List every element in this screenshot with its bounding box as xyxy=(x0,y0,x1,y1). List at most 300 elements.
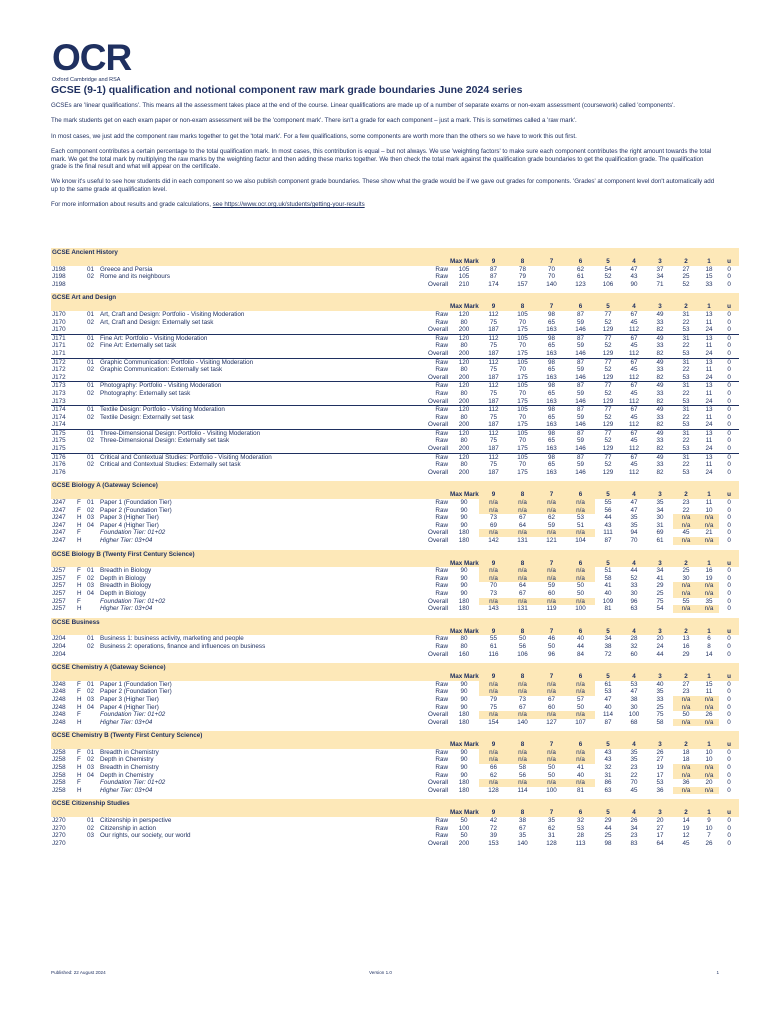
grade-boundary: 14 xyxy=(705,650,713,658)
max-mark: 90 xyxy=(460,574,468,582)
grade-boundary: 47 xyxy=(604,695,612,703)
component-title: Photography: Portfolio - Visiting Moderation xyxy=(99,382,399,390)
grade-boundary: 65 xyxy=(547,461,555,469)
grade-boundary: n/a xyxy=(699,537,719,545)
grade-boundary-tables xyxy=(51,248,732,852)
grade-boundary: n/a xyxy=(673,719,699,727)
grade-boundary: 17 xyxy=(656,832,664,840)
grade-boundary: 69 xyxy=(489,521,497,529)
table-header-row xyxy=(51,673,739,681)
grade-boundary: 163 xyxy=(546,373,557,381)
grade-boundary: 61 xyxy=(656,537,664,544)
grade-boundary: 82 xyxy=(656,421,664,429)
max-mark: 200 xyxy=(458,421,470,429)
grade-boundary: 44 xyxy=(630,567,638,575)
unit-code: J174 xyxy=(52,421,66,429)
grade-boundary: 0 xyxy=(727,756,731,764)
max-mark: 120 xyxy=(449,429,479,437)
grade-boundary: 31 xyxy=(673,453,699,461)
component-title: Greece and Persia xyxy=(100,265,153,273)
unit-code: J176 xyxy=(52,461,66,469)
column-header: 4 xyxy=(621,809,647,817)
mark-type: Raw xyxy=(435,688,448,696)
grade-boundary: 75 xyxy=(489,461,497,469)
grade-boundary: 34 xyxy=(656,273,664,281)
grade-boundary: 82 xyxy=(656,468,664,476)
grade-boundary: 42 xyxy=(489,817,497,825)
max-mark: 180 xyxy=(458,529,470,537)
grade-boundary: 40 xyxy=(604,589,612,597)
unit-code: J257 xyxy=(52,574,66,582)
max-mark: 90 xyxy=(460,756,468,764)
unit-code: J247 xyxy=(52,514,66,522)
column-header: Max Mark xyxy=(450,627,479,635)
column-header: 9 xyxy=(479,491,508,499)
component-title: Photography: Externally set task xyxy=(100,389,191,397)
grade-boundary: 114 xyxy=(517,786,528,794)
tier: F xyxy=(77,779,81,787)
grade-boundary: 23 xyxy=(630,764,638,772)
component-title: Breadth in Biology xyxy=(100,567,152,575)
component-title: Critical and Contextual Studies: Portfolio - Visiting Moderation xyxy=(99,453,399,461)
grade-boundary: 67 xyxy=(547,695,555,703)
column-header: 2 xyxy=(673,673,699,681)
grade-boundary: 11 xyxy=(705,688,713,696)
grade-boundary: 45 xyxy=(682,839,690,847)
mark-type: Raw xyxy=(435,366,448,374)
tier: F xyxy=(77,748,81,756)
grade-boundary: 45 xyxy=(630,389,638,397)
grade-boundary: 146 xyxy=(575,326,586,334)
grade-boundary: 0 xyxy=(719,358,739,366)
grade-boundary: n/a xyxy=(508,711,537,719)
grade-boundary: 59 xyxy=(576,366,584,374)
table-header-row xyxy=(51,628,739,636)
tier: H xyxy=(77,589,82,597)
tier xyxy=(76,469,86,477)
grade-boundary: 0 xyxy=(727,499,731,507)
tier: F xyxy=(77,499,81,507)
grade-boundary: 33 xyxy=(705,280,713,288)
component-title: Paper 3 (Higher Tier) xyxy=(100,514,159,522)
grade-boundary: 53 xyxy=(682,445,690,453)
column-header: u xyxy=(719,673,739,681)
unit-code: J198 xyxy=(52,265,66,273)
grade-boundary: n/a xyxy=(479,756,508,764)
grade-boundary: 31 xyxy=(604,771,612,779)
grade-boundary: 175 xyxy=(517,326,528,334)
component-number xyxy=(86,719,99,727)
grade-boundary: 10 xyxy=(705,748,713,756)
component-title: Paper 1 (Foundation Tier) xyxy=(100,499,172,507)
table-row xyxy=(51,537,739,545)
grade-boundary: 52 xyxy=(604,342,612,350)
grade-boundary: 20 xyxy=(705,779,713,787)
component-title xyxy=(99,840,399,848)
tier: H xyxy=(77,605,82,613)
tier: H xyxy=(77,786,82,794)
component-number: 02 xyxy=(87,688,95,696)
tier xyxy=(76,840,86,848)
grade-boundary: 0 xyxy=(727,280,731,288)
grade-boundary: 25 xyxy=(604,832,612,840)
max-mark: 180 xyxy=(458,779,470,787)
grade-boundary: 0 xyxy=(727,779,731,787)
grade-boundary: 0 xyxy=(727,310,731,318)
grade-boundary: 57 xyxy=(576,695,584,703)
tier: H xyxy=(77,764,82,772)
grade-boundary: 59 xyxy=(576,318,584,326)
grade-boundary: 38 xyxy=(604,642,612,650)
section-title: GCSE Chemistry B (Twenty First Century Science) xyxy=(51,731,739,741)
column-header: 7 xyxy=(537,628,566,636)
grade-boundary: 0 xyxy=(727,366,731,374)
grade-boundary: 129 xyxy=(602,397,614,405)
component-title: Art, Craft and Design: Externally set task xyxy=(100,318,214,326)
grade-boundary: 0 xyxy=(727,605,731,613)
grade-boundary: 32 xyxy=(604,764,612,772)
grade-boundary: 0 xyxy=(727,265,731,273)
grade-boundary: 0 xyxy=(727,642,731,650)
max-mark: 180 xyxy=(458,605,470,613)
intro-paragraph xyxy=(51,201,719,208)
grade-boundary: 25 xyxy=(656,703,664,711)
table-row xyxy=(51,772,739,780)
column-header: 6 xyxy=(566,628,595,636)
tier: F xyxy=(77,711,81,719)
table-row xyxy=(51,499,739,507)
grade-boundary: 106 xyxy=(602,280,614,288)
grade-boundary: 22 xyxy=(682,342,690,350)
grade-boundary: n/a xyxy=(508,688,537,696)
mark-type: Overall xyxy=(428,326,448,334)
tier: F xyxy=(77,567,81,575)
column-header: 5 xyxy=(595,809,621,817)
unit-code: J247 xyxy=(52,537,66,544)
column-header: 6 xyxy=(566,491,595,499)
column-header: u xyxy=(719,741,739,749)
grade-boundary: 112 xyxy=(479,358,508,366)
column-header: 1 xyxy=(699,303,719,311)
column-header: 8 xyxy=(508,560,537,568)
column-header: 1 xyxy=(699,491,719,499)
grade-boundary: 25 xyxy=(682,273,690,281)
column-header: 8 xyxy=(508,258,537,266)
grade-boundary: 96 xyxy=(630,597,638,605)
grade-boundary: 146 xyxy=(575,445,586,453)
column-header: 9 xyxy=(479,628,508,636)
grade-boundary: 77 xyxy=(595,382,621,390)
grade-boundary: 87 xyxy=(576,310,584,318)
grade-boundary: 127 xyxy=(546,718,557,726)
component-number: 02 xyxy=(87,642,95,650)
grade-boundary: 0 xyxy=(719,406,739,414)
grade-boundary: 31 xyxy=(656,521,664,529)
mark-type: Raw xyxy=(435,695,448,703)
grade-boundary: n/a xyxy=(673,764,699,772)
unit-code: J170 xyxy=(52,318,66,326)
grade-boundary: 27 xyxy=(682,265,690,273)
component-number: 01 xyxy=(86,406,99,414)
section-title-row xyxy=(51,293,739,303)
component-number: 03 xyxy=(87,514,95,522)
component-number: 02 xyxy=(87,389,95,397)
grade-boundary: 60 xyxy=(547,703,555,711)
section-title: GCSE Chemistry A (Gateway Science) xyxy=(51,663,739,673)
grade-boundary: 22 xyxy=(682,461,690,469)
grade-boundary: 0 xyxy=(727,445,731,453)
grade-boundary: 58 xyxy=(656,718,664,726)
grade-boundary: n/a xyxy=(699,514,719,522)
grade-boundary: n/a xyxy=(673,582,699,590)
column-header: 3 xyxy=(647,258,673,266)
component-number: 01 xyxy=(87,680,95,688)
column-header: 4 xyxy=(621,491,647,499)
grade-boundary: 90 xyxy=(630,280,638,288)
grade-boundary: n/a xyxy=(566,756,595,764)
grade-boundary: 112 xyxy=(628,373,640,381)
grade-boundary: 32 xyxy=(630,642,638,650)
logo-subtitle: Oxford Cambridge and RSA xyxy=(52,77,121,83)
component-number xyxy=(86,421,99,429)
tier: H xyxy=(77,582,82,590)
column-header: 3 xyxy=(647,560,673,568)
table-row xyxy=(51,461,739,469)
grade-boundary: n/a xyxy=(566,507,595,515)
grade-boundary: n/a xyxy=(566,749,595,757)
tier xyxy=(76,453,86,461)
component-title xyxy=(99,281,399,289)
max-mark: 180 xyxy=(458,597,470,605)
grade-boundary: 87 xyxy=(489,265,497,273)
table-row xyxy=(51,429,739,437)
grade-boundary: 33 xyxy=(656,437,664,445)
grade-boundary: 87 xyxy=(566,382,595,390)
grade-boundary: n/a xyxy=(479,779,508,787)
grade-boundary: n/a xyxy=(537,756,566,764)
mark-type: Overall xyxy=(428,349,448,357)
column-header: 2 xyxy=(673,560,699,568)
grade-boundary: 9 xyxy=(707,817,711,825)
mark-type: Overall xyxy=(428,711,448,719)
grade-boundary: 116 xyxy=(488,650,499,658)
grade-boundary: n/a xyxy=(699,772,719,780)
grade-boundary: 112 xyxy=(628,349,640,357)
component-number xyxy=(86,651,99,659)
component-title xyxy=(99,350,399,358)
component-number: 02 xyxy=(87,437,95,445)
grade-boundary: 66 xyxy=(489,764,497,772)
grade-boundary: n/a xyxy=(673,537,699,545)
grade-boundary: 13 xyxy=(682,635,690,643)
component-number: 02 xyxy=(87,342,95,350)
grade-boundary: 30 xyxy=(630,703,638,711)
table-row xyxy=(51,266,739,274)
max-mark: 90 xyxy=(460,499,468,507)
intro-paragraph: GCSEs are 'linear qualifications'. This means all the assessment takes place at the end of the course. Linear qualifications are made up of a number of separate exams or non-exam assessment (coursework) called 'components'. xyxy=(51,102,676,109)
tier: F xyxy=(77,529,81,537)
results-link[interactable]: see https://www.ocr.org.uk/students/getting-your-results xyxy=(212,201,365,209)
grade-boundary: 0 xyxy=(727,326,731,334)
grade-boundary: 73 xyxy=(489,589,497,597)
grade-boundary: 153 xyxy=(488,839,499,847)
mark-type: Raw xyxy=(435,756,448,764)
mark-type: Raw xyxy=(435,824,448,832)
column-header: 4 xyxy=(621,258,647,266)
mark-type: Raw xyxy=(435,582,448,590)
grade-boundary: 29 xyxy=(682,650,690,658)
column-header: Max Mark xyxy=(450,491,479,499)
column-header: 4 xyxy=(621,741,647,749)
grade-boundary: n/a xyxy=(699,719,719,727)
grade-boundary: 0 xyxy=(727,397,731,405)
mark-type: Raw xyxy=(399,358,449,366)
tier xyxy=(76,437,86,445)
grade-boundary: 129 xyxy=(602,349,614,357)
grade-table xyxy=(51,293,739,476)
max-mark: 120 xyxy=(449,358,479,366)
max-mark: 90 xyxy=(460,506,468,514)
component-title: Business 2: operations, finance and influences on business xyxy=(100,642,266,650)
unit-code: J258 xyxy=(52,779,66,787)
component-title: Rome and its neighbours xyxy=(100,273,171,281)
grade-boundary: 33 xyxy=(656,461,664,469)
column-header: 8 xyxy=(508,809,537,817)
column-header: 7 xyxy=(537,258,566,266)
grade-boundary: n/a xyxy=(699,704,719,712)
grade-boundary: 111 xyxy=(603,529,613,537)
grade-boundary: 31 xyxy=(547,832,555,840)
max-mark: 90 xyxy=(460,748,468,756)
grade-boundary: n/a xyxy=(479,598,508,606)
grade-boundary: 75 xyxy=(489,366,497,374)
grade-boundary: 53 xyxy=(682,397,690,405)
grade-boundary: 25 xyxy=(656,589,664,597)
table-row xyxy=(51,681,739,689)
component-title xyxy=(99,651,399,659)
grade-boundary: 52 xyxy=(630,574,638,582)
grade-boundary: 112 xyxy=(628,445,640,453)
mark-type: Raw xyxy=(435,273,448,281)
grade-boundary: 18 xyxy=(705,265,713,273)
grade-boundary: 0 xyxy=(727,537,731,544)
mark-type: Raw xyxy=(435,574,448,582)
grade-boundary: 61 xyxy=(576,273,584,281)
grade-boundary: 0 xyxy=(727,468,731,476)
column-header: 5 xyxy=(595,741,621,749)
grade-boundary: n/a xyxy=(479,711,508,719)
grade-boundary: 75 xyxy=(489,413,497,421)
component-number: 01 xyxy=(86,453,99,461)
mark-type: Raw xyxy=(435,389,448,397)
unit-code: J270 xyxy=(52,839,66,847)
max-mark: 90 xyxy=(460,764,468,772)
component-title: Our rights, our society, our world xyxy=(100,832,191,840)
grade-boundary: 78 xyxy=(518,265,526,273)
grade-boundary: n/a xyxy=(537,749,566,757)
grade-boundary: 87 xyxy=(566,358,595,366)
grade-table xyxy=(51,481,739,544)
grade-boundary: 47 xyxy=(630,499,638,507)
component-number: 01 xyxy=(87,310,95,318)
grade-boundary: 28 xyxy=(630,635,638,643)
grade-boundary: 53 xyxy=(682,421,690,429)
grade-boundary: n/a xyxy=(673,514,699,522)
header-spacer xyxy=(51,741,449,749)
column-header: 3 xyxy=(647,673,673,681)
table-row xyxy=(51,390,739,398)
table-header-row xyxy=(51,809,739,817)
column-header: 9 xyxy=(479,303,508,311)
grade-boundary: 154 xyxy=(488,718,499,726)
component-number xyxy=(86,350,99,358)
grade-boundary: 62 xyxy=(576,265,584,273)
tier: H xyxy=(77,695,82,703)
max-mark: 120 xyxy=(458,310,470,318)
grade-boundary: 61 xyxy=(604,680,612,688)
grade-boundary: 82 xyxy=(656,397,664,405)
grade-boundary: 75 xyxy=(489,703,497,711)
grade-boundary: 65 xyxy=(547,413,555,421)
grade-boundary: n/a xyxy=(537,575,566,583)
tier xyxy=(76,406,86,414)
grade-boundary: 112 xyxy=(479,406,508,414)
column-header: 8 xyxy=(508,491,537,499)
grade-boundary: 37 xyxy=(656,265,664,273)
grade-boundary: 65 xyxy=(547,437,555,445)
table-row xyxy=(51,704,739,712)
unit-code: J257 xyxy=(52,567,66,575)
grade-boundary: 82 xyxy=(656,445,664,453)
grade-boundary: 55 xyxy=(489,635,497,643)
mark-type: Overall xyxy=(428,537,448,544)
unit-code: J248 xyxy=(52,680,66,688)
component-title: Breadth in Chemistry xyxy=(100,764,159,772)
component-title xyxy=(99,374,399,382)
grade-boundary: n/a xyxy=(508,756,537,764)
mark-type: Overall xyxy=(428,650,448,658)
grade-boundary: 28 xyxy=(576,832,584,840)
table-row xyxy=(51,764,739,772)
grade-boundary: 0 xyxy=(727,635,731,643)
grade-boundary: 33 xyxy=(656,342,664,350)
grade-boundary: 75 xyxy=(656,597,664,605)
mark-type: Raw xyxy=(399,406,449,414)
grade-boundary: n/a xyxy=(479,507,508,515)
grade-boundary: 67 xyxy=(621,406,647,414)
grade-boundary: 24 xyxy=(705,349,713,357)
section-title: GCSE Art and Design xyxy=(51,293,739,303)
max-mark: 200 xyxy=(458,839,470,847)
grade-boundary: n/a xyxy=(508,598,537,606)
grade-boundary: 68 xyxy=(630,718,638,726)
grade-boundary: 87 xyxy=(566,406,595,414)
grade-boundary: 29 xyxy=(604,817,612,825)
grade-boundary: 131 xyxy=(517,605,528,613)
unit-code: J174 xyxy=(51,406,76,414)
grade-boundary: 0 xyxy=(727,786,731,794)
grade-boundary: 50 xyxy=(576,703,584,711)
grade-boundary: 0 xyxy=(727,832,731,840)
grade-boundary: 40 xyxy=(656,680,664,688)
grade-boundary: 65 xyxy=(547,366,555,374)
max-mark: 50 xyxy=(460,832,468,840)
grade-boundary: 175 xyxy=(517,349,528,357)
unit-code: J198 xyxy=(52,273,66,281)
unit-code: J173 xyxy=(52,389,66,397)
grade-boundary: 22 xyxy=(682,437,690,445)
column-header: 5 xyxy=(595,303,621,311)
